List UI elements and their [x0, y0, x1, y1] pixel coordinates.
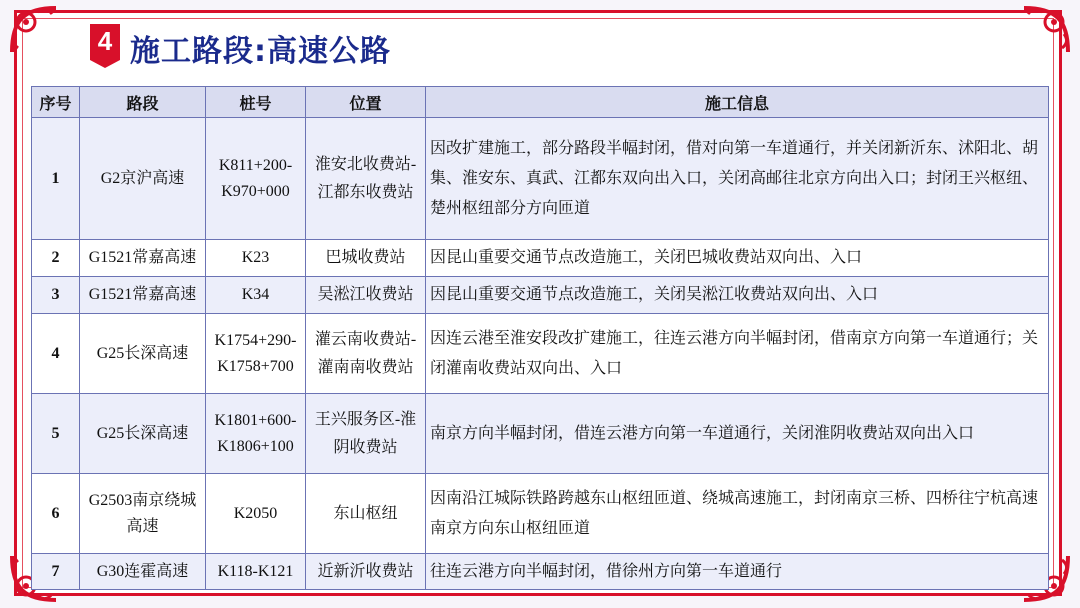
cell-stake: K23 [206, 240, 306, 277]
cell-road: G30连霍高速 [80, 554, 206, 590]
cell-location: 吴淞江收费站 [306, 277, 426, 314]
cell-location: 灌云南收费站-灌南南收费站 [306, 314, 426, 394]
header-info: 施工信息 [426, 87, 1049, 118]
corner-ornament-icon [1016, 0, 1076, 60]
table-row [32, 474, 1049, 554]
table-row [32, 240, 1049, 277]
header-stake: 桩号 [206, 87, 306, 118]
cell-road: G1521常嘉高速 [80, 277, 206, 314]
cell-info: 因南沿江城际铁路跨越东山枢纽匝道、绕城高速施工，封闭南京三桥、四桥往宁杭高速南京方向东山枢纽匝道 [426, 474, 1049, 554]
header-no: 序号 [32, 87, 80, 118]
cell-stake: K1801+600-K1806+100 [206, 394, 306, 474]
cell-road: G25长深高速 [80, 394, 206, 474]
cell-no: 2 [32, 240, 80, 277]
table-row [32, 394, 1049, 474]
cell-no: 7 [32, 554, 80, 590]
cell-road: G1521常嘉高速 [80, 240, 206, 277]
corner-ornament-icon [4, 0, 64, 60]
cell-no: 3 [32, 277, 80, 314]
cell-road: G25长深高速 [80, 314, 206, 394]
cell-stake: K34 [206, 277, 306, 314]
cell-info: 因连云港至淮安段改扩建施工，往连云港方向半幅封闭，借南京方向第一车道通行；关闭灌南收费站双向出、入口 [426, 314, 1049, 394]
cell-location: 王兴服务区-淮阴收费站 [306, 394, 426, 474]
cell-location: 巴城收费站 [306, 240, 426, 277]
table-row [32, 118, 1049, 240]
cell-no: 1 [32, 118, 80, 240]
cell-stake: K2050 [206, 474, 306, 554]
cell-info: 因昆山重要交通节点改造施工，关闭巴城收费站双向出、入口 [426, 240, 1049, 277]
cell-info: 南京方向半幅封闭，借连云港方向第一车道通行，关闭淮阴收费站双向出入口 [426, 394, 1049, 474]
page-title: 施工路段:高速公路 [130, 34, 391, 69]
table-row [32, 554, 1049, 590]
section-number: 4 [97, 26, 113, 56]
table-header-row [32, 87, 1049, 118]
cell-road: G2京沪高速 [80, 118, 206, 240]
header-location: 位置 [306, 87, 426, 118]
cell-stake: K118-K121 [206, 554, 306, 590]
cell-location: 淮安北收费站-江都东收费站 [306, 118, 426, 240]
cell-no: 4 [32, 314, 80, 394]
cell-no: 6 [32, 474, 80, 554]
table-row [32, 277, 1049, 314]
cell-location: 东山枢纽 [306, 474, 426, 554]
header-road: 路段 [80, 87, 206, 118]
table-row [32, 314, 1049, 394]
cell-no: 5 [32, 394, 80, 474]
cell-info: 因改扩建施工，部分路段半幅封闭，借对向第一车道通行，并关闭新沂东、沭阳北、胡集、淮安东、真武、江都东双向出入口，关闭高邮往北京方向出入口；封闭王兴枢纽、楚州枢纽部分方向匝道 [426, 118, 1049, 240]
cell-location: 近新沂收费站 [306, 554, 426, 590]
section-number-badge [90, 24, 120, 68]
cell-info: 因昆山重要交通节点改造施工，关闭吴淞江收费站双向出、入口 [426, 277, 1049, 314]
cell-stake: K1754+290-K1758+700 [206, 314, 306, 394]
cell-road: G2503南京绕城高速 [80, 474, 206, 554]
cell-stake: K811+200-K970+000 [206, 118, 306, 240]
cell-info: 往连云港方向半幅封闭，借徐州方向第一车道通行 [426, 554, 1049, 590]
construction-table [31, 86, 1049, 590]
